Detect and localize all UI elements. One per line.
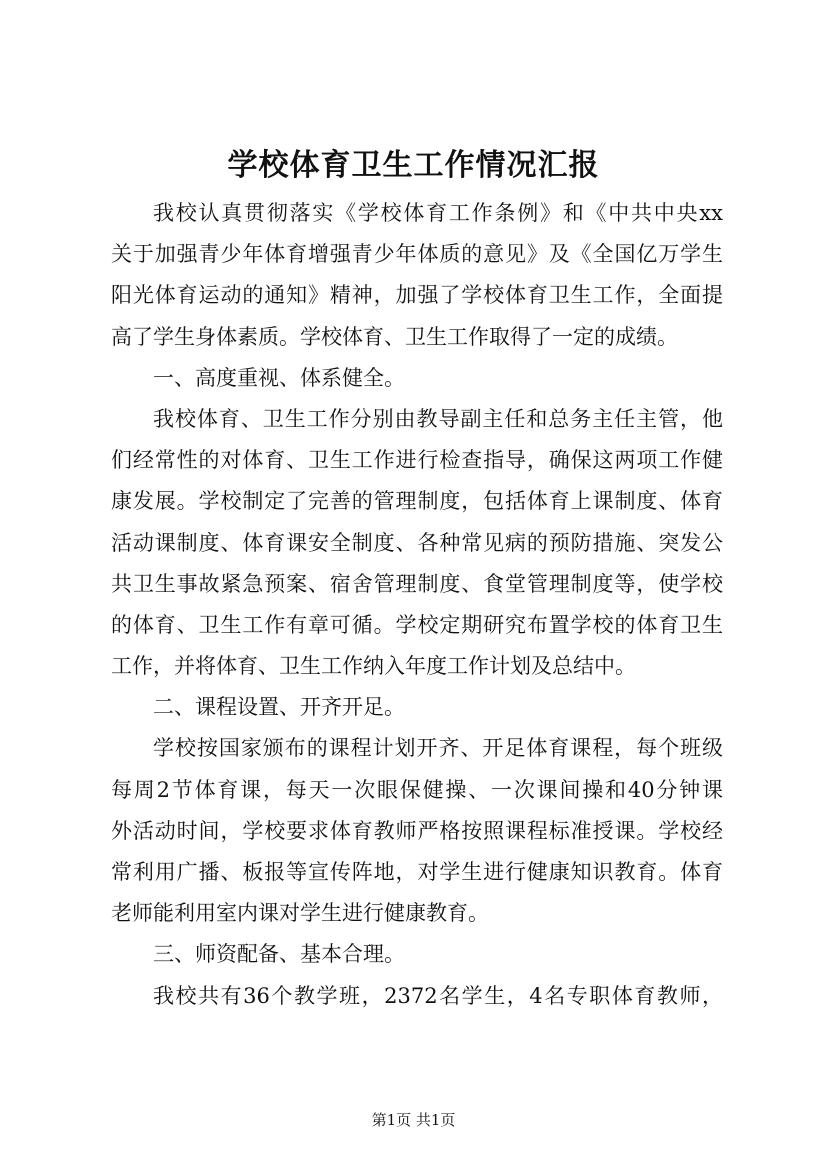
paragraph-line: 我校共有36个教学班，2372名学生，4名专职体育教师， bbox=[153, 983, 723, 1008]
section-heading: 三、师资配备、基本合理。 bbox=[153, 942, 405, 967]
paragraph-line: 学校按国家颁布的课程计划开齐、开足体育课程，每个班级 bbox=[153, 736, 723, 761]
paragraph-line: 们经常性的对体育、卫生工作进行检查指导，确保这两项工作健 bbox=[111, 448, 723, 473]
page-footer: 第1页 共1页 bbox=[371, 1111, 456, 1129]
paragraph-line: 关于加强青少年体育增强青少年体质的意见》及《全国亿万学生 bbox=[111, 242, 723, 267]
paragraph-line: 我校体育、卫生工作分别由教导副主任和总务主任主管，他 bbox=[153, 406, 723, 431]
paragraph-line: 的体育、卫生工作有章可循。学校定期研究布置学校的体育卫生 bbox=[111, 612, 723, 637]
paragraph-line: 外活动时间，学校要求体育教师严格按照课程标准授课。学校经 bbox=[111, 818, 723, 843]
paragraph-line: 常利用广播、板报等宣传阵地，对学生进行健康知识教育。体育 bbox=[111, 860, 723, 884]
paragraph-line: 我校认真贯彻落实《学校体育工作条例》和《中共中央xx bbox=[153, 201, 723, 225]
section-heading: 二、课程设置、开齐开足。 bbox=[153, 695, 405, 720]
document-title: 学校体育卫生工作情况汇报 bbox=[227, 148, 600, 183]
section-heading: 一、高度重视、体系健全。 bbox=[153, 365, 405, 390]
paragraph-line: 康发展。学校制定了完善的管理制度，包括体育上课制度、体育 bbox=[111, 489, 723, 514]
paragraph-line: 老师能利用室内课对学生进行健康教育。 bbox=[111, 901, 489, 926]
paragraph-line: 高了学生身体素质。学校体育、卫生工作取得了一定的成绩。 bbox=[111, 324, 678, 349]
paragraph-line: 活动课制度、体育课安全制度、各种常见病的预防措施、突发公 bbox=[111, 530, 723, 555]
paragraph-line: 共卫生事故紧急预案、宿舍管理制度、食堂管理制度等，使学校 bbox=[111, 571, 723, 596]
paragraph-line: 阳光体育运动的通知》精神，加强了学校体育卫生工作，全面提 bbox=[111, 283, 723, 308]
paragraph-line: 每周2节体育课，每天一次眼保健操、一次课间操和40分钟课 bbox=[111, 777, 723, 802]
paragraph-line: 工作，并将体育、卫生工作纳入年度工作计划及总结中。 bbox=[111, 654, 636, 679]
document-body bbox=[111, 193, 723, 1017]
